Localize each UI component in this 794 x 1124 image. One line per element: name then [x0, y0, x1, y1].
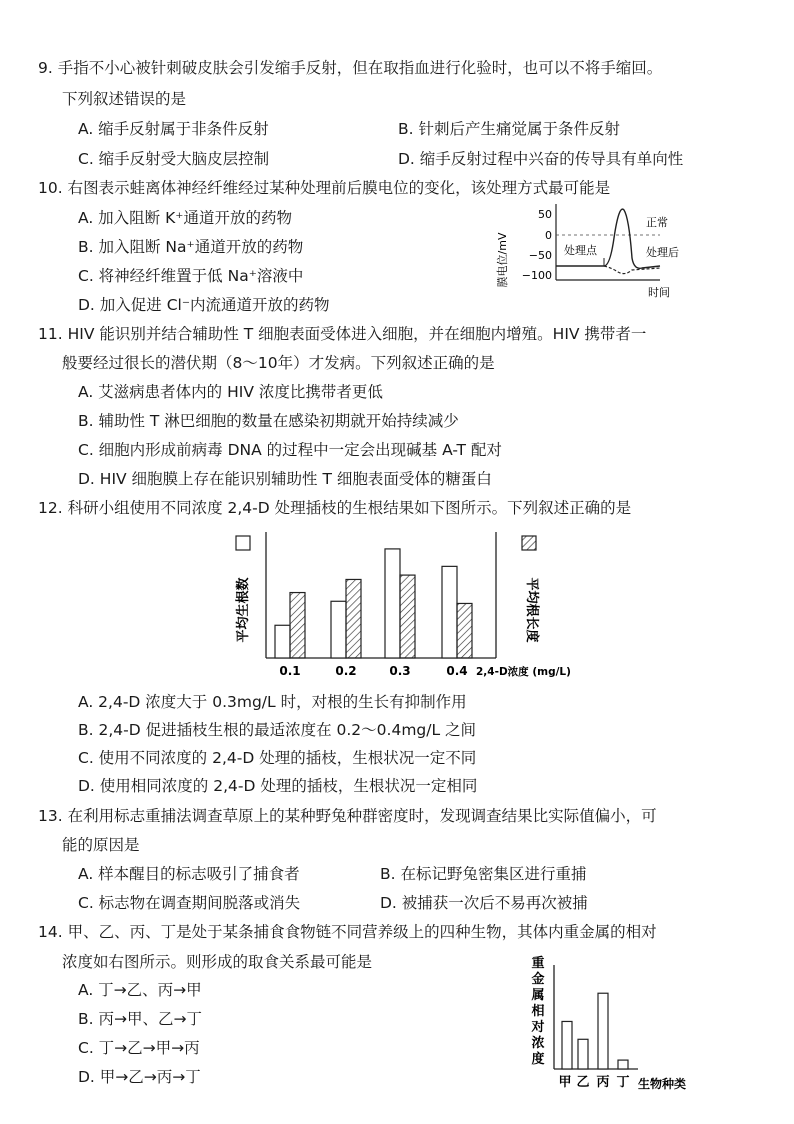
chart1-xtick-0.2: 0.2	[335, 664, 357, 678]
q11-number: 11.	[38, 325, 63, 343]
bar-heavy-metal-乙	[578, 1039, 588, 1069]
q13-option-b: B. 在标记野兔密集区进行重捕	[380, 865, 587, 883]
bar-root-count-0.1	[275, 625, 290, 658]
q12-stem	[38, 496, 631, 518]
ytick-50: 50	[538, 208, 552, 221]
q13-stem-line2: 能的原因是	[62, 836, 140, 854]
normal-curve	[556, 209, 660, 268]
chart1-xtick-0.3: 0.3	[389, 664, 411, 678]
q10-stem	[38, 176, 610, 198]
q10-option-a: A. 加入阻断 K⁺通道开放的药物	[78, 209, 292, 227]
q12-option-c: C. 使用不同浓度的 2,4-D 处理的插枝，生根状况一定不同	[78, 749, 477, 767]
chart2-ylabel-char: 金	[531, 972, 545, 987]
chart1-xlabel: 2,4-D浓度 (mg/L)	[476, 666, 571, 678]
q12-option-d: D. 使用相同浓度的 2,4-D 处理的插枝，生根状况一定相同	[78, 777, 478, 795]
heavy-metal-bar-chart	[508, 955, 728, 1095]
chart2-xtick-甲: 甲	[558, 1075, 572, 1090]
chart2-ylabel-char: 对	[531, 1020, 545, 1035]
q9-option-b: B. 针刺后产生痛觉属于条件反射	[398, 120, 620, 138]
chart2-xlabel: 生物种类	[638, 1077, 687, 1091]
bar-heavy-metal-丙	[598, 993, 608, 1069]
q14-option-b: B. 丙→甲、乙→丁	[78, 1010, 202, 1028]
q9-option-a: A. 缩手反射属于非条件反射	[78, 120, 269, 138]
label-after-treatment: 处理后	[646, 246, 679, 259]
bar-root-length-0.1	[290, 593, 305, 658]
q14-stem	[38, 920, 657, 942]
q9-number: 9.	[38, 59, 53, 77]
chart2-ylabel-char: 属	[531, 988, 545, 1003]
chart2-xtick-丁: 丁	[616, 1075, 630, 1090]
label-treatment-point: 处理点	[564, 244, 597, 257]
membrane-potential-figure	[496, 198, 700, 302]
q13-option-c: C. 标志物在调查期间脱落或消失	[78, 894, 301, 912]
q14-option-c: C. 丁→乙→甲→丙	[78, 1039, 200, 1057]
chart2-ylabel-char: 重	[531, 956, 545, 971]
chart2-ylabel-char: 度	[531, 1052, 545, 1067]
q12-option-a: A. 2,4-D 浓度大于 0.3mg/L 时，对根的生长有抑制作用	[78, 693, 467, 711]
q10-option-d: D. 加入促进 Cl⁻内流通道开放的药物	[78, 296, 330, 314]
bar-root-count-0.4	[442, 566, 457, 658]
chart2-ylabel-char: 浓	[531, 1036, 545, 1051]
bar-root-length-0.3	[400, 575, 415, 658]
q12-option-b: B. 2,4-D 促进插枝生根的最适浓度在 0.2～0.4mg/L 之间	[78, 721, 477, 739]
q12-stem-line1: 科研小组使用不同浓度 2,4-D 处理插枝的生根结果如下图所示。下列叙述正确的是	[67, 499, 632, 517]
q11-stem	[38, 322, 646, 344]
q9-stem-line2: 下列叙述错误的是	[62, 90, 187, 108]
q10-option-c: C. 将神经纤维置于低 Na⁺溶液中	[78, 267, 304, 285]
q11-option-a: A. 艾滋病患者体内的 HIV 浓度比携带者更低	[78, 383, 383, 401]
chart2-ylabel	[530, 955, 544, 1067]
q14-stem-line2: 浓度如右图所示。则形成的取食关系最可能是	[62, 953, 373, 971]
q11-option-c: C. 细胞内形成前病毒 DNA 的过程中一定会出现碱基 A-T 配对	[78, 441, 502, 459]
q11-option-b: B. 辅助性 T 淋巴细胞的数量在感染初期就开始持续减少	[78, 412, 459, 430]
membrane-ylabel: 膜电位/mV	[496, 232, 509, 288]
q9-stem-line1: 手指不小心被针刺破皮肤会引发缩手反射，但在取指血进行化验时，也可以不将手缩回。	[57, 59, 663, 77]
q11-option-d: D. HIV 细胞膜上存在能识别辅助性 T 细胞表面受体的糖蛋白	[78, 470, 492, 488]
q9-option-c: C. 缩手反射受大脑皮层控制	[78, 150, 270, 168]
q13-number: 13.	[38, 807, 63, 825]
chart1-ylabel-left: 平均生根数	[236, 577, 251, 643]
ytick-0: 0	[545, 229, 552, 242]
q10-option-b: B. 加入阻断 Na⁺通道开放的药物	[78, 238, 304, 256]
q9-option-d: D. 缩手反射过程中兴奋的传导具有单向性	[398, 150, 684, 168]
label-normal: 正常	[646, 216, 668, 229]
bar-root-count-0.2	[331, 601, 346, 658]
q9-number-line	[38, 56, 662, 78]
q13-stem-line1: 在利用标志重捕法调查草原上的某种野兔种群密度时，发现调查结果比实际值偏小，可	[67, 807, 657, 825]
chart2-xtick-乙: 乙	[576, 1075, 590, 1090]
chart1-xtick-0.4: 0.4	[446, 664, 468, 678]
chart2-xtick-丙: 丙	[596, 1075, 610, 1090]
bar-root-length-0.4	[457, 603, 472, 658]
bar-heavy-metal-丁	[618, 1060, 628, 1069]
q14-option-a: A. 丁→乙、丙→甲	[78, 981, 202, 999]
ytick-neg100: −100	[521, 269, 552, 282]
q13-stem	[38, 804, 657, 826]
q13-option-d: D. 被捕获一次后不易再次被捕	[380, 894, 588, 912]
membrane-xlabel: 时间	[648, 286, 670, 299]
ytick-neg50: −50	[528, 249, 552, 262]
bar-root-count-0.3	[385, 549, 400, 658]
legend-hatched-swatch	[522, 536, 536, 550]
q14-option-d: D. 甲→乙→丙→丁	[78, 1068, 201, 1086]
chart1-xtick-0.1: 0.1	[279, 664, 301, 678]
chart1-ylabel-right: 平均根长度	[524, 577, 539, 643]
q10-number: 10.	[38, 179, 63, 197]
q11-stem-line1: HIV 能识别并结合辅助性 T 细胞表面受体进入细胞，并在细胞内增殖。HIV 携带者一	[67, 325, 647, 343]
q10-stem-line1: 右图表示蛙离体神经纤维经过某种处理前后膜电位的变化，该处理方式最可能是	[67, 179, 611, 197]
q11-stem-line2: 般要经过很长的潜伏期（8～10年）才发病。下列叙述正确的是	[62, 354, 495, 372]
q14-number: 14.	[38, 923, 63, 941]
legend-white-swatch	[236, 536, 250, 550]
rooting-bar-chart	[228, 530, 608, 680]
bar-root-length-0.2	[346, 579, 361, 658]
q12-number: 12.	[38, 499, 63, 517]
bar-heavy-metal-甲	[562, 1021, 572, 1069]
chart2-ylabel-char: 相	[531, 1004, 545, 1019]
q13-option-a: A. 样本醒目的标志吸引了捕食者	[78, 865, 300, 883]
q14-stem-line1: 甲、乙、丙、丁是处于某条捕食食物链不同营养级上的四种生物，其体内重金属的相对	[67, 923, 657, 941]
